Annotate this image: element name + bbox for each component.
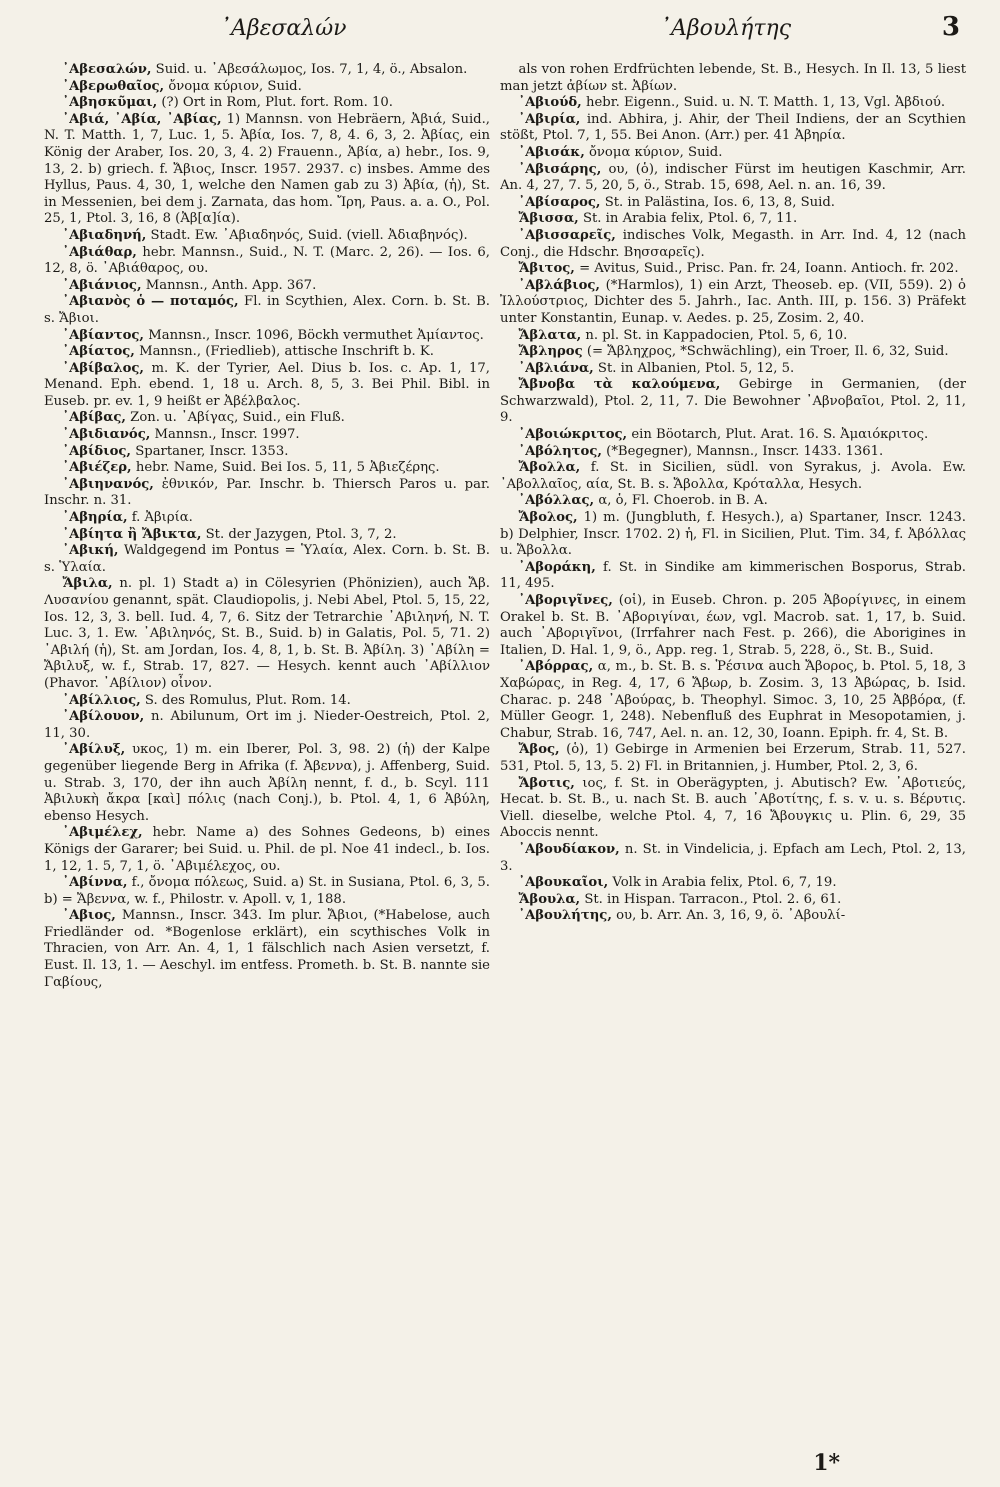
dictionary-entry <box>500 892 966 909</box>
entry-text: f. St. in Sicilien, südl. von Syrakus, j. Avola. Ew. ᾿Αβολλαῖος, αία, St. B. s. Ἄβολλα, Κρόταλλα, Hesych. <box>500 460 966 492</box>
entry-headword: ᾿Αβλιάνα, <box>518 360 594 376</box>
entry-headword: ᾿Αβιανὸς ὁ — ποταμός, <box>62 294 239 310</box>
dictionary-entry <box>44 328 490 345</box>
entry-text: (= Ἄβληχρος, *Schwächling), ein Troer, Il. 6, 32, Suid. <box>582 344 949 360</box>
entry-text: f., ὄνομα πόλεως, Suid. a) St. in Susiana, Ptol. 6, 3, 5. b) = Ἄβεννα, w. f., Philostr. v. Apoll. v, 1, 188. <box>44 875 490 907</box>
entry-headword: ᾿Αβεσαλών, <box>62 62 152 77</box>
entry-text: ου, (ὁ), indischer Fürst im heutigen Kaschmir, Arr. An. 4, 27, 7. 5, 20, 5, ö., Strab. 15, 698, Ael. n. an. 16, 39. <box>500 161 966 194</box>
entry-headword: ᾿Αβίννα, <box>62 875 128 891</box>
dictionary-entry <box>500 560 966 593</box>
entry-text: (*Harmlos), 1) ein Arzt, Theoseb. ep. (VII, 559). 2) ὁ Ἰλλούστριος, Dichter des 5. Jahrh., Iac. Anth. III, p. 156. 3) Präfekt unter Konstantin, Eunap. v. Aedes. p. 25, Zosim. 2, 40. <box>500 277 966 326</box>
entry-headword: ᾿Αβιαδηνή, <box>62 227 147 243</box>
entry-text: St. in Albanien, Ptol. 5, 12, 5. <box>593 360 795 376</box>
running-header <box>40 8 960 48</box>
dictionary-entry <box>500 444 966 461</box>
dictionary-entry <box>500 875 966 892</box>
dictionary-entry <box>500 659 966 742</box>
dictionary-entry <box>500 162 966 195</box>
dictionary-entry <box>44 908 490 991</box>
page-number: 3 <box>941 12 960 42</box>
entry-headword: ᾿Αβισσαρεῖς, <box>518 227 616 243</box>
dictionary-entry <box>500 593 966 659</box>
dictionary-entry <box>44 427 490 444</box>
entry-headword: Ἄβιτος, <box>518 261 575 277</box>
entry-text: n. pl. St. in Kappadocien, Ptol. 5, 6, 10. <box>581 327 848 343</box>
dictionary-entry <box>500 261 966 278</box>
entry-headword: Ἄβος, <box>518 742 560 758</box>
entry-headword: ᾿Αβουλήτης, <box>518 908 612 924</box>
entry-headword: ᾿Αβιούδ, <box>518 95 582 111</box>
header-right-word: ᾿Αβουλήτης <box>660 16 792 41</box>
entry-text: St. in Palästina, Ios. 6, 13, 8, Suid. <box>600 194 835 210</box>
dictionary-entry <box>44 825 490 875</box>
dictionary-entry <box>44 875 490 908</box>
dictionary-entry <box>500 510 966 560</box>
entry-headword: ᾿Αβιδιανός, <box>62 427 151 443</box>
entry-headword: Ἄβλατα, <box>518 327 582 343</box>
entry-text: Gebirge in Germanien, (der Schwarzwald), Ptol. 2, 11, 7. Die Bewohner ᾿Αβνοβαῖοι, Ptol. 2, 11, 9. <box>500 377 966 426</box>
entry-text: als von rohen Erdfrüchten lebende, St. B., Hesych. In Il. 13, 5 liest man jetzt ἀβίων st. Ἀβίων. <box>500 62 966 94</box>
entry-headword: Ἄβισσα, <box>518 211 579 227</box>
entry-text: S. des Romulus, Plut. Rom. 14. <box>140 692 351 708</box>
entry-text: Mannsn., Inscr. 1096, Böckh vermuthet Ἀμίαντος. <box>144 327 484 343</box>
dictionary-entry <box>500 211 966 228</box>
entry-text: St. in Hispan. Tarracon., Ptol. 2. 6, 61. <box>580 891 842 907</box>
entry-headword: Ἄβληρος <box>518 344 583 360</box>
entry-headword: Ἄβολος, <box>518 510 578 526</box>
entry-text: hebr. Name, Suid. Bei Ios. 5, 11, 5 Ἀβιεζέρης. <box>131 460 440 476</box>
entry-headword: ᾿Αβιος, <box>62 908 116 924</box>
entry-headword: ᾿Αβοιώκριτος, <box>518 427 628 443</box>
entry-headword: Ἄβοτις, <box>518 775 575 791</box>
entry-headword: Ἄβολλα, <box>518 460 581 476</box>
entry-text: n. Abilunum, Ort im j. Nieder-Oestreich, Ptol. 2, 11, 30. <box>44 709 490 741</box>
dictionary-entry <box>44 361 490 411</box>
entry-text: hebr. Eigenn., Suid. u. N. T. Matth. 1, 13, Vgl. Ἀβδιού. <box>581 95 946 111</box>
entry-text: m. K. der Tyrier, Ael. Dius b. Ios. c. Ap. 1, 17, Menand. Eph. ebend. 1, 18 u. Arch. 8, 5, 3. Bei Phil. Bibl. in Euseb. pr. ev. 1, 9 heißt er Ἀβέλβαλος. <box>44 360 490 409</box>
dictionary-entry <box>500 145 966 162</box>
entry-headword: ᾿Αβοράκη, <box>518 559 596 575</box>
entry-headword: ᾿Αβόλητος, <box>518 443 602 459</box>
entry-headword: ᾿Αβιρία, <box>518 111 581 127</box>
entry-text: υκος, 1) m. ein Iberer, Pol. 3, 98. 2) (ἡ) der Kalpe gegenüber liegende Berg in Afrika (f. Ἀβεννα), j. Affenberg, Suid. u. Strab. 3, 170, der ihn auch Ἀβίλη nennt, f. d., b. Scyl. 111 Ἀβιλυκὴ ἄκρα [καὶ] πόλις (nach Conj.), b. Ptol. 4, 1, 6 Ἀβύλη, ebenso Hesych. <box>44 742 490 824</box>
dictionary-entry <box>44 709 490 742</box>
entry-headword: ᾿Αβόλλας, <box>518 493 595 509</box>
dictionary-entry <box>44 62 490 79</box>
entry-headword: ᾿Αβησκῦμαι, <box>62 95 158 111</box>
entry-text: ὄνομα κύριον, Suid. <box>164 78 302 94</box>
entry-headword: ᾿Αβισάρης, <box>518 161 602 177</box>
entry-text: Suid. u. ᾿Αβεσάλωμος, Ios. 7, 1, 4, ö., Absalon. <box>151 62 468 77</box>
dictionary-entry <box>44 527 490 544</box>
entry-text: hebr. Mannsn., Suid., N. T. (Marc. 2, 26). — Ios. 6, 12, 8, ö. ᾿Αβιάθαρος, ου. <box>44 244 490 277</box>
entry-text: n. pl. 1) Stadt a) in Cölesyrien (Phönizien), auch Ἄβ. Λυσανίου genannt, spät. Claudiopolis, j. Nebi Abel, Ptol. 5, 15, 22, Ios. 12, 3, 3. bell. Iud. 4, 7, 6. Sitz der Tetrarchie ᾿Αβιληνή, N. T. Luc. 3, 1. Ew. ᾿Αβιληνός, St. B., Suid. b) in Galatis, Pol. 5, 71. 2) ᾿Αβιλή (ἡ), St. am Jordan, Ios. 4, 8, 1, b. St. B. Ἀβίλη. 3) ᾿Αβίλη = Ἄβιλυξ, w. f., Strab. 17, 827. — Hesych. kennt auch ᾿Αβίλλιον (Phavor. ᾿Αβίλιον) οἶνον. <box>44 576 490 691</box>
entry-text: n. St. in Vindelicia, j. Epfach am Lech, Ptol. 2, 13, 3. <box>500 841 966 874</box>
dictionary-entry <box>500 278 966 328</box>
dictionary-entry <box>500 361 966 378</box>
entry-text: Volk in Arabia felix, Ptol. 6, 7, 19. <box>608 875 837 891</box>
entry-headword: ᾿Αβιέζερ, <box>62 460 132 476</box>
dictionary-entry <box>500 460 966 493</box>
sheet-signature: 1* <box>813 1450 840 1476</box>
dictionary-entry <box>44 410 490 427</box>
entry-text: (*Begegner), Mannsn., Inscr. 1433. 1361. <box>601 443 884 459</box>
entry-headword: ᾿Αβίλλιος, <box>62 692 141 708</box>
entry-headword: ᾿Αβίβαλος, <box>62 360 145 376</box>
entry-text: (ὁ), 1) Gebirge in Armenien bei Erzerum, Strab. 11, 527. 531, Ptol. 5, 13, 5. 2) Fl. in Britannien, j. Humber, Ptol. 2, 3, 6. <box>500 742 966 774</box>
entry-headword: ᾿Αβίητα ἢ Ἄβικτα, <box>62 526 202 542</box>
entry-headword: ᾿Αβίατος, <box>62 344 135 360</box>
entry-text: Mannsn., Anth. App. 367. <box>141 277 317 293</box>
entry-headword: ᾿Αβιηνανός, <box>62 476 154 492</box>
entry-text: 1) m. (Jungbluth, f. Hesych.), a) Spartaner, Inscr. 1243. b) Delphier, Inscr. 1702. 2) ἡ, Fl. in Sicilien, Plut. Tim. 34, f. Ἀβόλλας u. Ἄβολλα. <box>500 510 966 559</box>
entry-text: (οἱ), in Euseb. Chron. p. 205 Ἀβορίγινες, in einem Orakel b. St. B. ᾿Αβοριγίναι, έων, vgl. Macrob. sat. 1, 17, b. Suid. auch ᾿Αβοριγῖνοι, (Irrfahrer nach Fest. p. 266), die Aborigines in Italien, D. Hal. 1, 9, ö., App. reg. 1, Strab. 5, 228, ö., St. B., Suid. <box>500 593 966 658</box>
dictionary-entry <box>44 228 490 245</box>
entry-headword: Ἄβνοβα τὰ καλούμενα, <box>518 377 721 393</box>
dictionary-entry <box>500 427 966 444</box>
entry-text: hebr. Name a) des Sohnes Gedeons, b) eines Königs der Gararer; bei Suid. u. Phil. de pl. Noe 41 indecl., b. Ios. 1, 12, 1. 5, 7, 1, ö. ᾿Αβιμέλεχος, ου. <box>44 825 490 874</box>
entry-text: 1) Mannsn. von Hebräern, Ἀβιά, Suid., N. T. Matth. 1, 7, Luc. 1, 5. Ἀβία, Ios. 7, 8, 4. 6, 3, 2. Ἀβίας, ein König der Araber, Ios. 20, 3, 4. 2) Frauenn., Ἀβία, a) hebr., Ios. 9, 13, 2. b) griech. f. Ἄβιος, Inscr. 1957. 2937. c) insbes. Amme des Hyllus, Paus. 4, 30, 1, welche den Namen gab zu 3) Ἀβία, (ἡ), St. in Messenien, bei dem j. Zarnata, das hom. Ἴρη, Paus. a. a. O., Pol. 25, 1, Ptol. 3, 16, 8 (Ἀβ[α]ία). <box>44 111 490 227</box>
entry-headword: ᾿Αβική, <box>62 543 119 559</box>
entry-text: Mannsn., (Friedlieb), attische Inschrift b. K. <box>134 344 434 360</box>
dictionary-entry <box>44 477 490 510</box>
dictionary-entry <box>44 294 490 327</box>
entry-headword: ᾿Αβιάνιος, <box>62 277 142 293</box>
dictionary-entry <box>500 195 966 212</box>
dictionary-entry <box>44 510 490 527</box>
entry-text: ein Böotarch, Plut. Arat. 16. S. Ἀμαιόκριτος. <box>627 427 929 443</box>
entry-text: Waldgegend im Pontus = Ὑλαία, Alex. Corn. b. St. B. s. Ὑλαία. <box>44 543 490 575</box>
dictionary-entry <box>44 344 490 361</box>
dictionary-entry <box>44 576 490 692</box>
dictionary-entry <box>44 460 490 477</box>
left-column <box>44 62 490 1422</box>
entry-text: (?) Ort in Rom, Plut. fort. Rom. 10. <box>157 95 393 111</box>
dictionary-entry <box>500 344 966 361</box>
entry-headword: ᾿Αβηρία, <box>62 510 128 526</box>
entry-headword: ᾿Αβισάκ, <box>518 144 585 160</box>
dictionary-entry <box>44 79 490 96</box>
dictionary-entry <box>500 112 966 145</box>
entry-text: St. der Jazygen, Ptol. 3, 7, 2. <box>201 526 397 542</box>
entry-headword: ᾿Αβιάθαρ, <box>62 244 137 260</box>
entry-text: indisches Volk, Megasth. in Arr. Ind. 4, 12 (nach Conj., die Hdschr. Βησσαρεῖς). <box>500 227 966 260</box>
entry-headword: ᾿Αβουδίακον, <box>518 841 620 857</box>
dictionary-entry <box>500 328 966 345</box>
dictionary-entry <box>500 776 966 842</box>
entry-headword: ᾿Αβίαντος, <box>62 327 145 343</box>
entry-headword: ᾿Αβιμέλεχ, <box>62 825 143 841</box>
entry-text: Spartaner, Inscr. 1353. <box>131 443 289 459</box>
entry-headword: ᾿Αβόρρας, <box>518 659 594 675</box>
entry-text: ου, b. Arr. An. 3, 16, 9, ö. ᾿Αβουλί- <box>611 908 846 924</box>
dictionary-entry <box>500 228 966 261</box>
entry-text: ἐθνικόν, Par. Inschr. b. Thiersch Paros u. par. Inschr. n. 31. <box>44 476 490 509</box>
entry-text: Zon. u. ᾿Αβίγας, Suid., ein Fluß. <box>125 410 345 426</box>
dictionary-entry <box>44 693 490 710</box>
entry-headword: ᾿Αβλάβιος, <box>518 277 601 293</box>
dictionary-entry <box>500 742 966 775</box>
dictionary-entry <box>44 278 490 295</box>
entry-headword: ᾿Αβερωθαῖος, <box>62 78 165 94</box>
right-column <box>500 62 966 1422</box>
entry-text: Stadt. Ew. ᾿Αβιαδηνός, Suid. (viell. Ἀδιαβηνός). <box>146 227 468 243</box>
dictionary-entry <box>500 377 966 427</box>
entry-text: α, m., b. St. B. s. Ῥέσινα auch Ἄβορος, b. Ptol. 5, 18, 3 Χαβώρας, in Reg. 4, 17, 6 Ἄβωρ, b. Zosim. 3, 13 Ἀβώρας, b. Isid. Charac. p. 248 ᾿Αβούρας, b. Theophyl. Simoc. 3, 10, 25 Ἀββόρα, (f. Müller Geogr. 1, 248). Nebenfluß des Euphrat in Mesopotamien, j. Chabur, Strab. 16, 747, Ael. n. an. 12, 30, Ioann. Epiph. fr. 4, St. B. <box>500 659 966 741</box>
dictionary-entry <box>44 444 490 461</box>
dictionary-entry <box>500 908 966 925</box>
entry-text: Fl. in Scythien, Alex. Corn. b. St. B. s. Ἄβιοι. <box>44 294 490 326</box>
entry-text: Mannsn., Inscr. 343. Im plur. Ἄβιοι, (*Habelose, auch Friedländer od. *Bogenlose erklärt), ein scythisches Volk in Thracien, von Arr. An. 4, 1, 1 fälschlich nach Asien versetzt, f. Eust. Il. 13, 1. — Aeschyl. im entfess. Prometh. b. St. B. nannte sie Γαβίους, <box>44 908 490 990</box>
entry-text: ὄνομα κύριον, Suid. <box>584 144 723 160</box>
dictionary-entry <box>44 245 490 278</box>
dictionary-entry <box>44 95 490 112</box>
entry-headword: ᾿Αβίδιος, <box>62 443 132 459</box>
entry-headword: ᾿Αβίλυξ, <box>62 742 126 758</box>
entry-text: ιος, f. St. in Oberägypten, j. Abutisch? Ew. ᾿Αβοτιεύς, Hecat. b. St. B., u. nach St. B. auch ᾿Αβοτίτης, f. s. v. u. s. Βέρυτις. Viell. dieselbe, welche Ptol. 4, 7, 16 Ἄβουγκις u. Plin. 6, 29, 35 Aboccis nennt. <box>500 775 966 841</box>
dictionary-entry <box>500 95 966 112</box>
entry-text: = Avitus, Suid., Prisc. Pan. fr. 24, Ioann. Antioch. fr. 202. <box>574 261 959 277</box>
dictionary-entry <box>500 842 966 875</box>
entry-headword: ᾿Αβοριγῖνες, <box>518 593 613 608</box>
entry-headword: Ἄβιλα, <box>62 576 113 592</box>
dictionary-entry <box>44 112 490 228</box>
entry-headword: ᾿Αβιά, ᾿Αβία, ᾿Αβίας, <box>62 111 222 127</box>
entry-text: f. St. in Sindike am kimmerischen Bosporus, Strab. 11, 495. <box>500 559 966 592</box>
dictionary-entry <box>44 742 490 825</box>
entry-text: St. in Arabia felix, Ptol. 6, 7, 11. <box>578 211 798 227</box>
entry-headword: ᾿Αβίβας, <box>62 410 126 426</box>
header-left-word: ᾿Αβεσαλών <box>220 16 347 41</box>
dictionary-entry <box>500 62 966 95</box>
dictionary-entry <box>44 543 490 576</box>
dictionary-entry <box>500 493 966 510</box>
entry-text: ind. Abhira, j. Ahir, der Theil Indiens, der an Scythien stößt, Ptol. 7, 1, 55. Bei Anon. (Arr.) per. 41 Ἀβηρία. <box>500 111 966 144</box>
entry-headword: ᾿Αβίσαρος, <box>518 194 601 210</box>
entry-headword: Ἄβουλα, <box>518 891 581 907</box>
entry-headword: ᾿Αβουκαῖοι, <box>518 875 609 891</box>
entry-text: α, ὁ, Fl. Choerob. in B. A. <box>594 493 768 509</box>
entry-text: f. Ἀβιρία. <box>127 510 193 526</box>
entry-headword: ᾿Αβίλουον, <box>62 709 145 725</box>
entry-text: Mannsn., Inscr. 1997. <box>150 427 300 443</box>
